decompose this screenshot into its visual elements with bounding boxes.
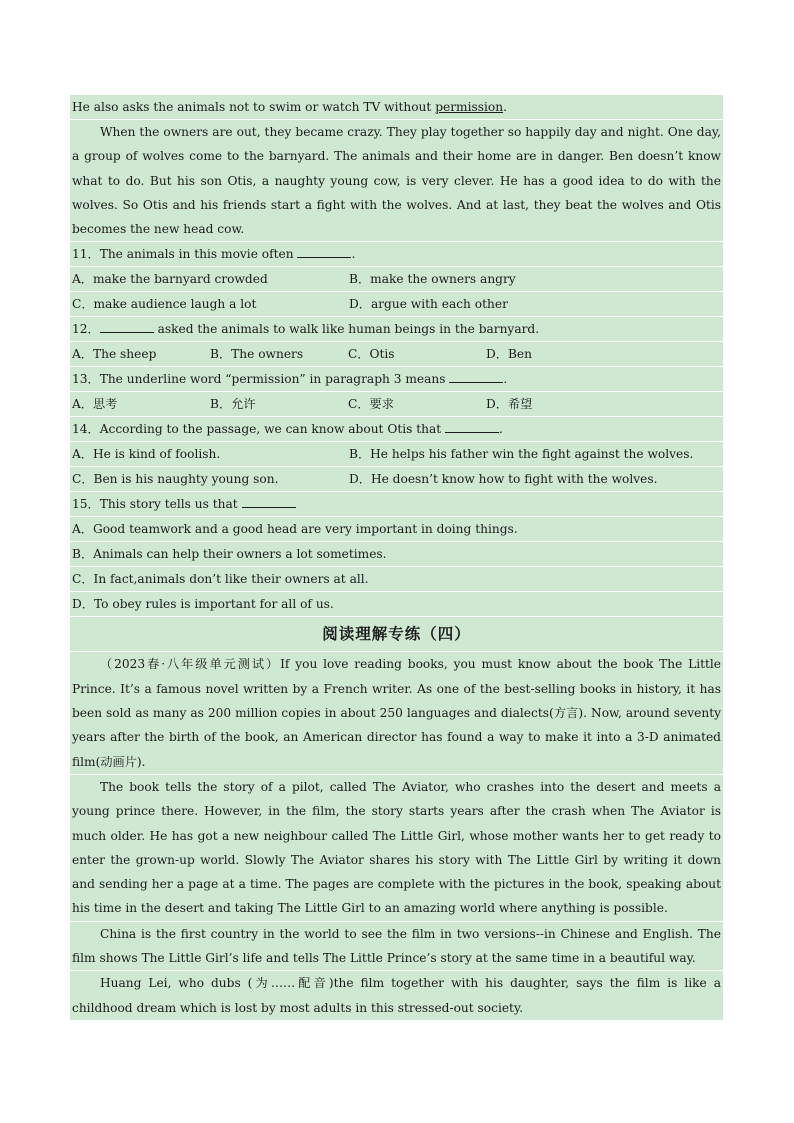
option-a: A．思考 <box>72 397 118 412</box>
underlined-word: permission <box>435 100 504 114</box>
question-12-options <box>70 342 723 366</box>
option-d: D．To obey rules is important for all of us. <box>70 592 723 616</box>
question-14-stem: 14．According to the passage, we can know about Otis that . <box>70 417 723 441</box>
question-11-options-row1 <box>70 267 723 291</box>
option-c: C．make audience laugh a lot <box>72 297 257 312</box>
option-d: D．希望 <box>486 397 533 412</box>
option-b: B．make the owners angry <box>349 272 516 287</box>
option-a: A．Good teamwork and a good head are very important in doing things. <box>70 517 723 541</box>
question-13-options <box>70 392 723 416</box>
option-d: D．He doesn’t know how to fight with the wolves. <box>349 472 658 487</box>
document-page <box>70 95 723 1021</box>
option-a: A．make the barnyard crowded <box>72 272 268 287</box>
question-13-stem: 13．The underline word “permission” in paragraph 3 means . <box>70 367 723 391</box>
answer-blank <box>297 246 351 258</box>
passage-text: He also asks the animals not to swim or watch TV without <box>72 100 436 114</box>
section-title: 阅读理解专练（四） <box>70 617 723 651</box>
passage-paragraph: Huang Lei, who dubs (为……配音)the film together with his daughter, says the film is like a childhood dream which is lost by most adults in this stressed-out society. <box>70 971 723 1020</box>
question-15-stem: 15．This story tells us that <box>70 492 723 516</box>
question-12-stem: 12． asked the animals to walk like human beings in the barnyard. <box>70 317 723 341</box>
option-a: A．The sheep <box>72 347 157 362</box>
option-b: B．允许 <box>210 397 256 412</box>
answer-blank <box>242 496 296 508</box>
answer-blank <box>100 321 154 333</box>
passage-line <box>70 95 723 119</box>
option-d: D．argue with each other <box>349 297 508 312</box>
passage-paragraph: The book tells the story of a pilot, called The Aviator, who crashes into the desert and meets a young prince there. However, in the film, the story starts years after the crash when The Aviator is much older. He has got a new neighbour called The Little Girl, whose mother wants her to get ready to enter the grown-up world. Slowly The Aviator shares his story with The Little Girl by writing it down and sending her a page at a time. The pages are complete with the pictures in the book, speaking about his time in the desert and taking The Little Girl to an amazing world where anything is possible. <box>70 775 723 921</box>
option-b: B．Animals can help their owners a lot sometimes. <box>70 542 723 566</box>
option-a: A．He is kind of foolish. <box>72 447 221 462</box>
question-14-options-row1 <box>70 442 723 466</box>
option-b: B．He helps his father win the fight against the wolves. <box>349 447 694 462</box>
option-d: D．Ben <box>486 347 532 362</box>
option-c: C．Ben is his naughty young son. <box>72 472 279 487</box>
passage-paragraph: When the owners are out, they became crazy. They play together so happily day and night. One day, a group of wolves come to the barnyard. The animals and their home are in danger. Ben doesn’t know what to do. But his son Otis, a naughty young cow, is very clever. He has a good idea to do with the wolves. So Otis and his friends start a fight with the wolves. And at last, they beat the wolves and Otis becomes the new head cow. <box>70 120 723 241</box>
passage-paragraph: China is the first country in the world to see the film in two versions--in Chinese and English. The film shows The Little Girl’s life and tells The Little Prince’s story at the same time in a beautiful way. <box>70 922 723 971</box>
answer-blank <box>449 371 503 383</box>
option-b: B．The owners <box>210 347 304 362</box>
option-c: C．Otis <box>348 347 395 362</box>
question-11-options-row2 <box>70 292 723 316</box>
question-14-options-row2 <box>70 467 723 491</box>
question-11-stem: 11．The animals in this movie often . <box>70 242 723 266</box>
option-c: C．In fact,animals don’t like their owners at all. <box>70 567 723 591</box>
option-c: C．要求 <box>348 397 394 412</box>
answer-blank <box>445 421 499 433</box>
passage-text: . <box>503 100 507 114</box>
passage-paragraph: （2023春·八年级单元测试）If you love reading books, you must know about the book The Little Prince. It’s a famous novel written by a French writer. As one of the best-selling books in history, it has been sold as many as 200 million copies in about 250 languages and dialects(方言). Now, around seventy years after the birth of the book, an American director has found a way to make it into a 3-D animated film(动画片). <box>70 652 723 773</box>
